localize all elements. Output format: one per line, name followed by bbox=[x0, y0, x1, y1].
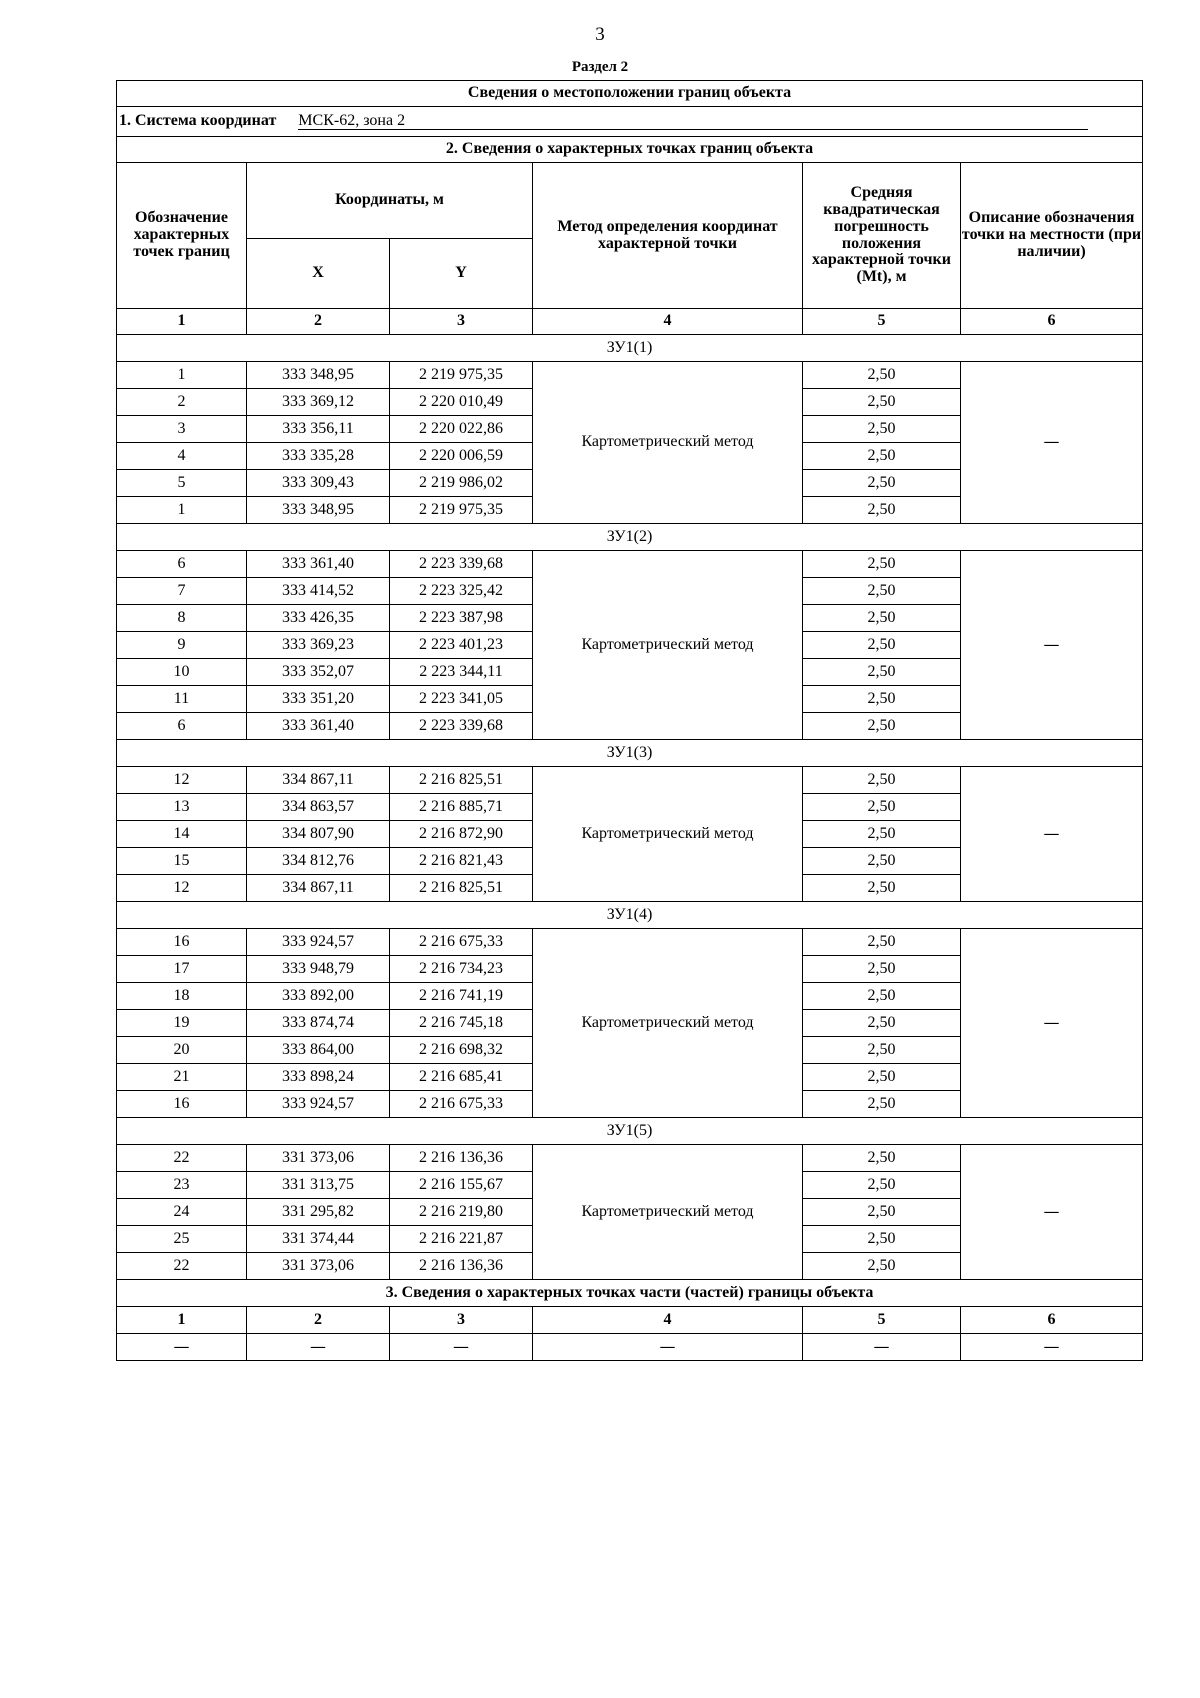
boundary-table bbox=[116, 80, 1143, 1361]
error-value: 2,50 bbox=[803, 1226, 961, 1253]
coord-x: 333 898,24 bbox=[247, 1064, 390, 1091]
point-number: 22 bbox=[117, 1253, 247, 1280]
group-name: ЗУ1(3) bbox=[117, 740, 1143, 767]
group-row bbox=[117, 740, 1143, 767]
coord-x: 334 867,11 bbox=[247, 875, 390, 902]
coord-x: 333 924,57 bbox=[247, 929, 390, 956]
section3-row bbox=[117, 1334, 1143, 1361]
section3-cell: — bbox=[117, 1334, 247, 1361]
coord-y: 2 216 885,71 bbox=[390, 794, 533, 821]
coord-y: 2 216 821,43 bbox=[390, 848, 533, 875]
description-cell: — bbox=[961, 767, 1143, 902]
error-value: 2,50 bbox=[803, 686, 961, 713]
coord-y: 2 216 685,41 bbox=[390, 1064, 533, 1091]
error-value: 2,50 bbox=[803, 1010, 961, 1037]
coord-y: 2 216 675,33 bbox=[390, 1091, 533, 1118]
error-value: 2,50 bbox=[803, 389, 961, 416]
coord-x: 333 426,35 bbox=[247, 605, 390, 632]
coord-y: 2 216 698,32 bbox=[390, 1037, 533, 1064]
error-value: 2,50 bbox=[803, 1172, 961, 1199]
col-number: 6 bbox=[961, 1307, 1143, 1334]
coord-y: 2 216 155,67 bbox=[390, 1172, 533, 1199]
error-value: 2,50 bbox=[803, 1199, 961, 1226]
point-number: 14 bbox=[117, 821, 247, 848]
section3-title: 3. Сведения о характерных точках части (частей) границы объекта bbox=[117, 1280, 1143, 1307]
section3-title-row bbox=[117, 1280, 1143, 1307]
error-value: 2,50 bbox=[803, 848, 961, 875]
coord-x: 333 335,28 bbox=[247, 443, 390, 470]
group-name: ЗУ1(4) bbox=[117, 902, 1143, 929]
description-cell: — bbox=[961, 929, 1143, 1118]
coord-y: 2 220 022,86 bbox=[390, 416, 533, 443]
point-number: 19 bbox=[117, 1010, 247, 1037]
coord-x: 331 374,44 bbox=[247, 1226, 390, 1253]
error-value: 2,50 bbox=[803, 497, 961, 524]
coord-y: 2 216 825,51 bbox=[390, 767, 533, 794]
point-number: 16 bbox=[117, 1091, 247, 1118]
group-name: ЗУ1(5) bbox=[117, 1118, 1143, 1145]
coord-x: 333 369,23 bbox=[247, 632, 390, 659]
error-value: 2,50 bbox=[803, 659, 961, 686]
point-number: 12 bbox=[117, 875, 247, 902]
table-row bbox=[117, 551, 1143, 578]
coord-y: 2 223 339,68 bbox=[390, 551, 533, 578]
coord-x: 331 373,06 bbox=[247, 1253, 390, 1280]
col-number: 1 bbox=[117, 309, 247, 335]
point-number: 1 bbox=[117, 497, 247, 524]
error-value: 2,50 bbox=[803, 794, 961, 821]
coord-x: 333 348,95 bbox=[247, 362, 390, 389]
point-number: 20 bbox=[117, 1037, 247, 1064]
point-number: 11 bbox=[117, 686, 247, 713]
point-number: 8 bbox=[117, 605, 247, 632]
point-number: 16 bbox=[117, 929, 247, 956]
coord-x: 331 373,06 bbox=[247, 1145, 390, 1172]
coord-x: 333 874,74 bbox=[247, 1010, 390, 1037]
section3-column-number-row bbox=[117, 1307, 1143, 1334]
point-number: 13 bbox=[117, 794, 247, 821]
coord-y: 2 223 387,98 bbox=[390, 605, 533, 632]
error-value: 2,50 bbox=[803, 983, 961, 1010]
point-number: 2 bbox=[117, 389, 247, 416]
header-y: Y bbox=[390, 239, 533, 309]
coord-x: 333 924,57 bbox=[247, 1091, 390, 1118]
error-value: 2,50 bbox=[803, 956, 961, 983]
point-number: 9 bbox=[117, 632, 247, 659]
coord-x: 333 414,52 bbox=[247, 578, 390, 605]
page-number: 3 bbox=[595, 24, 605, 45]
col-number: 5 bbox=[803, 1307, 961, 1334]
coord-x: 333 892,00 bbox=[247, 983, 390, 1010]
description-cell: — bbox=[961, 1145, 1143, 1280]
coord-y: 2 219 975,35 bbox=[390, 497, 533, 524]
col-number: 1 bbox=[117, 1307, 247, 1334]
point-number: 15 bbox=[117, 848, 247, 875]
group-name: ЗУ1(1) bbox=[117, 335, 1143, 362]
coord-x: 333 348,95 bbox=[247, 497, 390, 524]
coord-y: 2 216 734,23 bbox=[390, 956, 533, 983]
coord-x: 334 867,11 bbox=[247, 767, 390, 794]
col-number: 4 bbox=[533, 1307, 803, 1334]
section2-title: 2. Сведения о характерных точках границ объекта bbox=[117, 137, 1143, 163]
error-value: 2,50 bbox=[803, 578, 961, 605]
coord-system-label: 1. Система координат bbox=[119, 112, 277, 130]
point-number: 23 bbox=[117, 1172, 247, 1199]
coord-system-value: МСК-62, зона 2 bbox=[298, 113, 1088, 131]
header-method: Метод определения координат характерной точки bbox=[533, 163, 803, 309]
method-cell: Картометрический метод bbox=[533, 551, 803, 740]
error-value: 2,50 bbox=[803, 632, 961, 659]
coord-x: 333 309,43 bbox=[247, 470, 390, 497]
error-value: 2,50 bbox=[803, 713, 961, 740]
point-number: 6 bbox=[117, 551, 247, 578]
point-number: 12 bbox=[117, 767, 247, 794]
point-number: 3 bbox=[117, 416, 247, 443]
error-value: 2,50 bbox=[803, 470, 961, 497]
col-number: 6 bbox=[961, 309, 1143, 335]
point-number: 22 bbox=[117, 1145, 247, 1172]
group-name: ЗУ1(2) bbox=[117, 524, 1143, 551]
description-cell: — bbox=[961, 551, 1143, 740]
section3-cell: — bbox=[390, 1334, 533, 1361]
table-row bbox=[117, 362, 1143, 389]
error-value: 2,50 bbox=[803, 821, 961, 848]
header-error: Средняя квадратическая погрешность положения характерной точки (Mt), м bbox=[803, 163, 961, 309]
coord-y: 2 216 825,51 bbox=[390, 875, 533, 902]
point-number: 7 bbox=[117, 578, 247, 605]
header-desc: Описание обозначения точки на местности (при наличии) bbox=[961, 163, 1143, 309]
error-value: 2,50 bbox=[803, 929, 961, 956]
coord-y: 2 223 339,68 bbox=[390, 713, 533, 740]
coord-x: 333 356,11 bbox=[247, 416, 390, 443]
coord-y: 2 220 006,59 bbox=[390, 443, 533, 470]
error-value: 2,50 bbox=[803, 1253, 961, 1280]
table-title: Сведения о местоположении границ объекта bbox=[117, 81, 1143, 107]
error-value: 2,50 bbox=[803, 416, 961, 443]
coord-x: 333 352,07 bbox=[247, 659, 390, 686]
coord-x: 333 351,20 bbox=[247, 686, 390, 713]
section3-cell: — bbox=[961, 1334, 1143, 1361]
coord-y: 2 223 325,42 bbox=[390, 578, 533, 605]
method-cell: Картометрический метод bbox=[533, 767, 803, 902]
error-value: 2,50 bbox=[803, 443, 961, 470]
coord-y: 2 223 344,11 bbox=[390, 659, 533, 686]
point-number: 25 bbox=[117, 1226, 247, 1253]
col-number: 4 bbox=[533, 309, 803, 335]
table-row bbox=[117, 767, 1143, 794]
method-cell: Картометрический метод bbox=[533, 929, 803, 1118]
point-number: 5 bbox=[117, 470, 247, 497]
section3-cell: — bbox=[533, 1334, 803, 1361]
description-cell: — bbox=[961, 362, 1143, 524]
coord-x: 331 295,82 bbox=[247, 1199, 390, 1226]
error-value: 2,50 bbox=[803, 767, 961, 794]
coord-x: 333 361,40 bbox=[247, 713, 390, 740]
point-number: 4 bbox=[117, 443, 247, 470]
error-value: 2,50 bbox=[803, 605, 961, 632]
error-value: 2,50 bbox=[803, 551, 961, 578]
coord-x: 333 864,00 bbox=[247, 1037, 390, 1064]
group-row bbox=[117, 1118, 1143, 1145]
group-row bbox=[117, 335, 1143, 362]
header-x: X bbox=[247, 239, 390, 309]
coord-x: 334 812,76 bbox=[247, 848, 390, 875]
point-number: 21 bbox=[117, 1064, 247, 1091]
col-number: 2 bbox=[247, 1307, 390, 1334]
coord-y: 2 216 219,80 bbox=[390, 1199, 533, 1226]
boundary-table-body bbox=[117, 81, 1143, 1361]
coord-x: 334 807,90 bbox=[247, 821, 390, 848]
coord-x: 333 948,79 bbox=[247, 956, 390, 983]
point-number: 6 bbox=[117, 713, 247, 740]
coord-x: 333 361,40 bbox=[247, 551, 390, 578]
coord-y: 2 220 010,49 bbox=[390, 389, 533, 416]
error-value: 2,50 bbox=[803, 1091, 961, 1118]
coord-y: 2 223 401,23 bbox=[390, 632, 533, 659]
coord-y: 2 216 741,19 bbox=[390, 983, 533, 1010]
coord-x: 333 369,12 bbox=[247, 389, 390, 416]
table-row bbox=[117, 1145, 1143, 1172]
method-cell: Картометрический метод bbox=[533, 1145, 803, 1280]
col-number: 2 bbox=[247, 309, 390, 335]
col-number: 5 bbox=[803, 309, 961, 335]
header-point: Обозначение характерных точек границ bbox=[117, 163, 247, 309]
col-number: 3 bbox=[390, 309, 533, 335]
point-number: 17 bbox=[117, 956, 247, 983]
col-number: 3 bbox=[390, 1307, 533, 1334]
error-value: 2,50 bbox=[803, 1145, 961, 1172]
section-title: Раздел 2 bbox=[571, 59, 629, 75]
section3-cell: — bbox=[803, 1334, 961, 1361]
point-number: 1 bbox=[117, 362, 247, 389]
coord-y: 2 216 675,33 bbox=[390, 929, 533, 956]
group-row bbox=[117, 524, 1143, 551]
error-value: 2,50 bbox=[803, 362, 961, 389]
coord-system-cell bbox=[117, 107, 1143, 137]
coord-y: 2 216 136,36 bbox=[390, 1253, 533, 1280]
table-row bbox=[117, 929, 1143, 956]
coord-y: 2 216 221,87 bbox=[390, 1226, 533, 1253]
coord-x: 331 313,75 bbox=[247, 1172, 390, 1199]
error-value: 2,50 bbox=[803, 1037, 961, 1064]
error-value: 2,50 bbox=[803, 1064, 961, 1091]
coord-y: 2 216 136,36 bbox=[390, 1145, 533, 1172]
group-row bbox=[117, 902, 1143, 929]
section3-cell: — bbox=[247, 1334, 390, 1361]
coord-x: 334 863,57 bbox=[247, 794, 390, 821]
coord-y: 2 216 872,90 bbox=[390, 821, 533, 848]
header-coords: Координаты, м bbox=[247, 163, 533, 239]
point-number: 24 bbox=[117, 1199, 247, 1226]
coord-y: 2 219 986,02 bbox=[390, 470, 533, 497]
point-number: 10 bbox=[117, 659, 247, 686]
point-number: 18 bbox=[117, 983, 247, 1010]
coord-y: 2 223 341,05 bbox=[390, 686, 533, 713]
column-number-row bbox=[117, 309, 1143, 335]
method-cell: Картометрический метод bbox=[533, 362, 803, 524]
error-value: 2,50 bbox=[803, 875, 961, 902]
coord-y: 2 219 975,35 bbox=[390, 362, 533, 389]
coord-y: 2 216 745,18 bbox=[390, 1010, 533, 1037]
